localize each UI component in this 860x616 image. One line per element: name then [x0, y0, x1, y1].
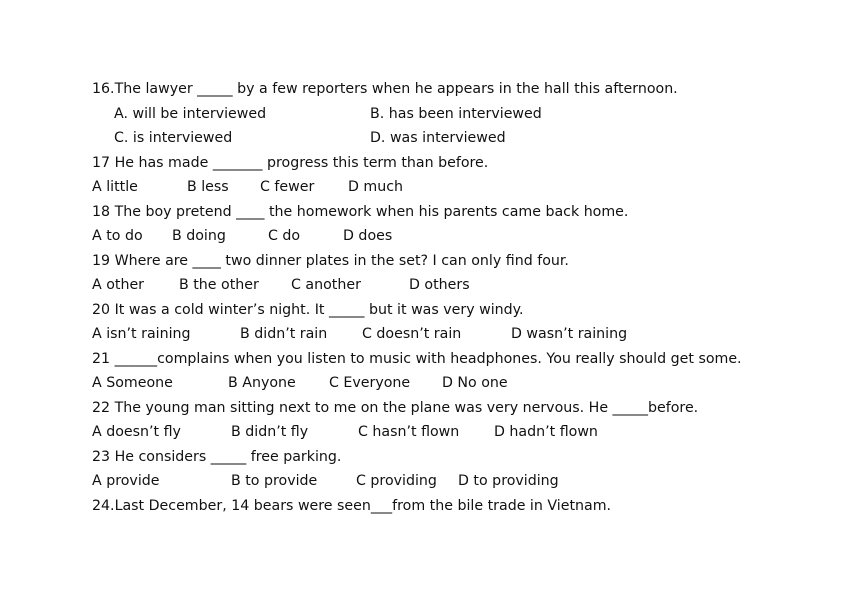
question-19-stem: 19 Where are ____ two dinner plates in the set? I can only find four. — [92, 252, 569, 269]
option-b: B less — [187, 179, 229, 195]
question-18-options — [92, 224, 832, 249]
exercise-page — [92, 77, 832, 518]
option-b: B didn’t rain — [240, 326, 328, 342]
question-19-options — [92, 273, 832, 298]
option-d: D hadn’t flown — [494, 424, 598, 440]
option-c: C do — [268, 228, 301, 244]
question-23-stem: 23 He considers _____ free parking. — [92, 448, 342, 465]
option-b: B doing — [172, 228, 226, 244]
question-17-stem: 17 He has made _______ progress this term than before. — [92, 154, 489, 171]
option-b: B. has been interviewed — [370, 105, 542, 122]
option-a: A doesn’t fly — [92, 424, 181, 440]
option-d: D No one — [442, 375, 508, 391]
question-20-stem: 20 It was a cold winter’s night. It _____ but it was very windy. — [92, 301, 524, 318]
option-a: A isn’t raining — [92, 326, 191, 342]
option-b: B the other — [179, 277, 259, 293]
option-d: D does — [343, 228, 393, 244]
option-d: D others — [409, 277, 470, 293]
option-c: C providing — [356, 473, 437, 489]
option-b: B didn’t fly — [231, 424, 309, 440]
question-16-options-row-1 — [92, 102, 832, 127]
option-c: C fewer — [260, 179, 315, 195]
question-17-options — [92, 175, 832, 200]
question-16-stem: 16.The lawyer _____ by a few reporters when he appears in the hall this afternoon. — [92, 81, 678, 97]
option-c: C. is interviewed — [114, 130, 233, 146]
option-a: A. will be interviewed — [114, 105, 267, 122]
option-a: A to do — [92, 228, 143, 244]
question-22-stem: 22 The young man sitting next to me on the plane was very nervous. He _____before. — [92, 399, 699, 416]
option-d: D to providing — [458, 473, 559, 489]
option-b: B Anyone — [228, 375, 296, 391]
option-d: D much — [348, 179, 404, 195]
option-a: A Someone — [92, 375, 173, 391]
option-b: B to provide — [231, 473, 318, 489]
option-c: C hasn’t flown — [358, 424, 460, 440]
question-24-stem: 24.Last December, 14 bears were seen___from the bile trade in Vietnam. — [92, 497, 612, 514]
question-21-options — [92, 371, 832, 396]
option-d: D. was interviewed — [370, 130, 506, 146]
option-c: C doesn’t rain — [362, 326, 462, 342]
question-20-options — [92, 322, 832, 347]
option-a: A other — [92, 277, 145, 293]
option-a: A provide — [92, 473, 160, 489]
question-21-stem: 21 ______complains when you listen to music with headphones. You really should get some. — [92, 350, 742, 367]
question-22-options — [92, 420, 832, 445]
option-a: A little — [92, 179, 138, 195]
option-d: D wasn’t raining — [511, 326, 628, 342]
option-c: C another — [291, 277, 361, 293]
option-c: C Everyone — [329, 375, 411, 391]
question-16-options-row-2 — [92, 126, 832, 151]
question-18-stem: 18 The boy pretend ____ the homework when his parents came back home. — [92, 203, 629, 220]
question-23-options — [92, 469, 832, 494]
